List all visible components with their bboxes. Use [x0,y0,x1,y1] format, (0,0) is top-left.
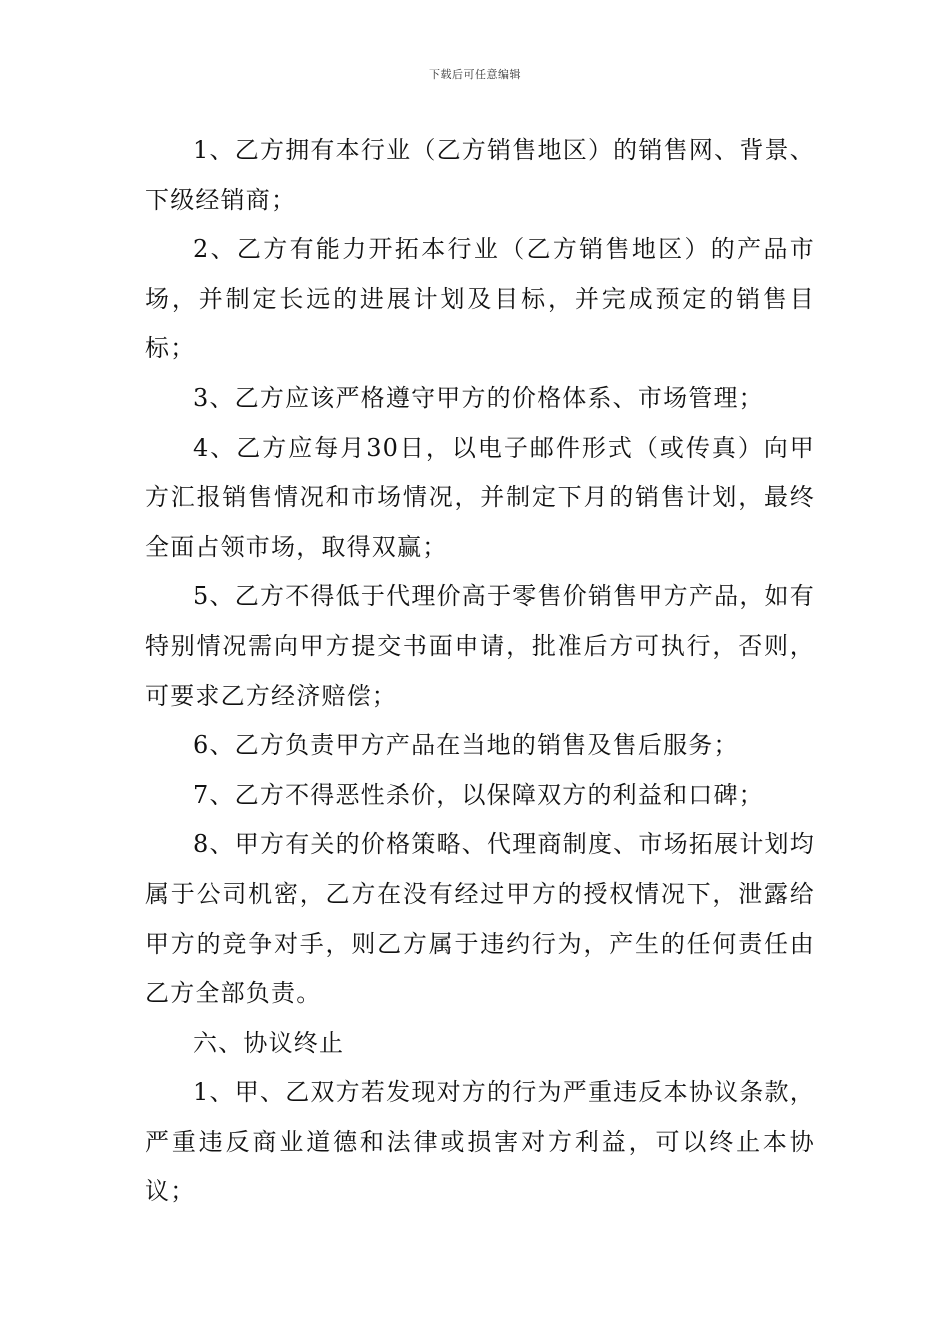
paragraph-8: 8、甲方有关的价格策略、代理商制度、市场拓展计划均属于公司机密，乙方在没有经过甲方的授权情况下，泄露给甲方的竞争对手，则乙方属于违约行为，产生的任何责任由乙方全部负责。 [145,830,815,1008]
paragraph-6: 6、乙方负责甲方产品在当地的销售及售后服务； [193,731,739,760]
paragraph-1: 1、乙方拥有本行业（乙方销售地区）的销售网、背景、下级经销商； [145,136,815,214]
paragraph-4: 4、乙方应每月30日，以电子邮件形式（或传真）向甲方汇报销售情况和市场情况，并制定下月的销售计划，最终全面占领市场，取得双赢； [145,433,815,561]
section-heading-termination: 六、协议终止 [193,1028,345,1057]
header-note: 下载后可任意编辑 [429,68,521,81]
paragraph-termination-1: 1、甲、乙双方若发现对方的行为严重违反本协议条款，严重违反商业道德和法律或损害对方利益，可以终止本协议； [145,1078,815,1206]
paragraph-5: 5、乙方不得低于代理价高于零售价销售甲方产品，如有特别情况需向甲方提交书面申请，批准后方可执行，否则，可要求乙方经济赔偿； [145,582,815,710]
paragraph-2: 2、乙方有能力开拓本行业（乙方销售地区）的产品市场，并制定长远的进展计划及目标，并完成预定的销售目标； [145,235,815,363]
document-body [145,126,815,1217]
paragraph-3: 3、乙方应该严格遵守甲方的价格体系、市场管理； [193,383,764,412]
paragraph-7: 7、乙方不得恶性杀价，以保障双方的利益和口碑； [193,780,764,809]
